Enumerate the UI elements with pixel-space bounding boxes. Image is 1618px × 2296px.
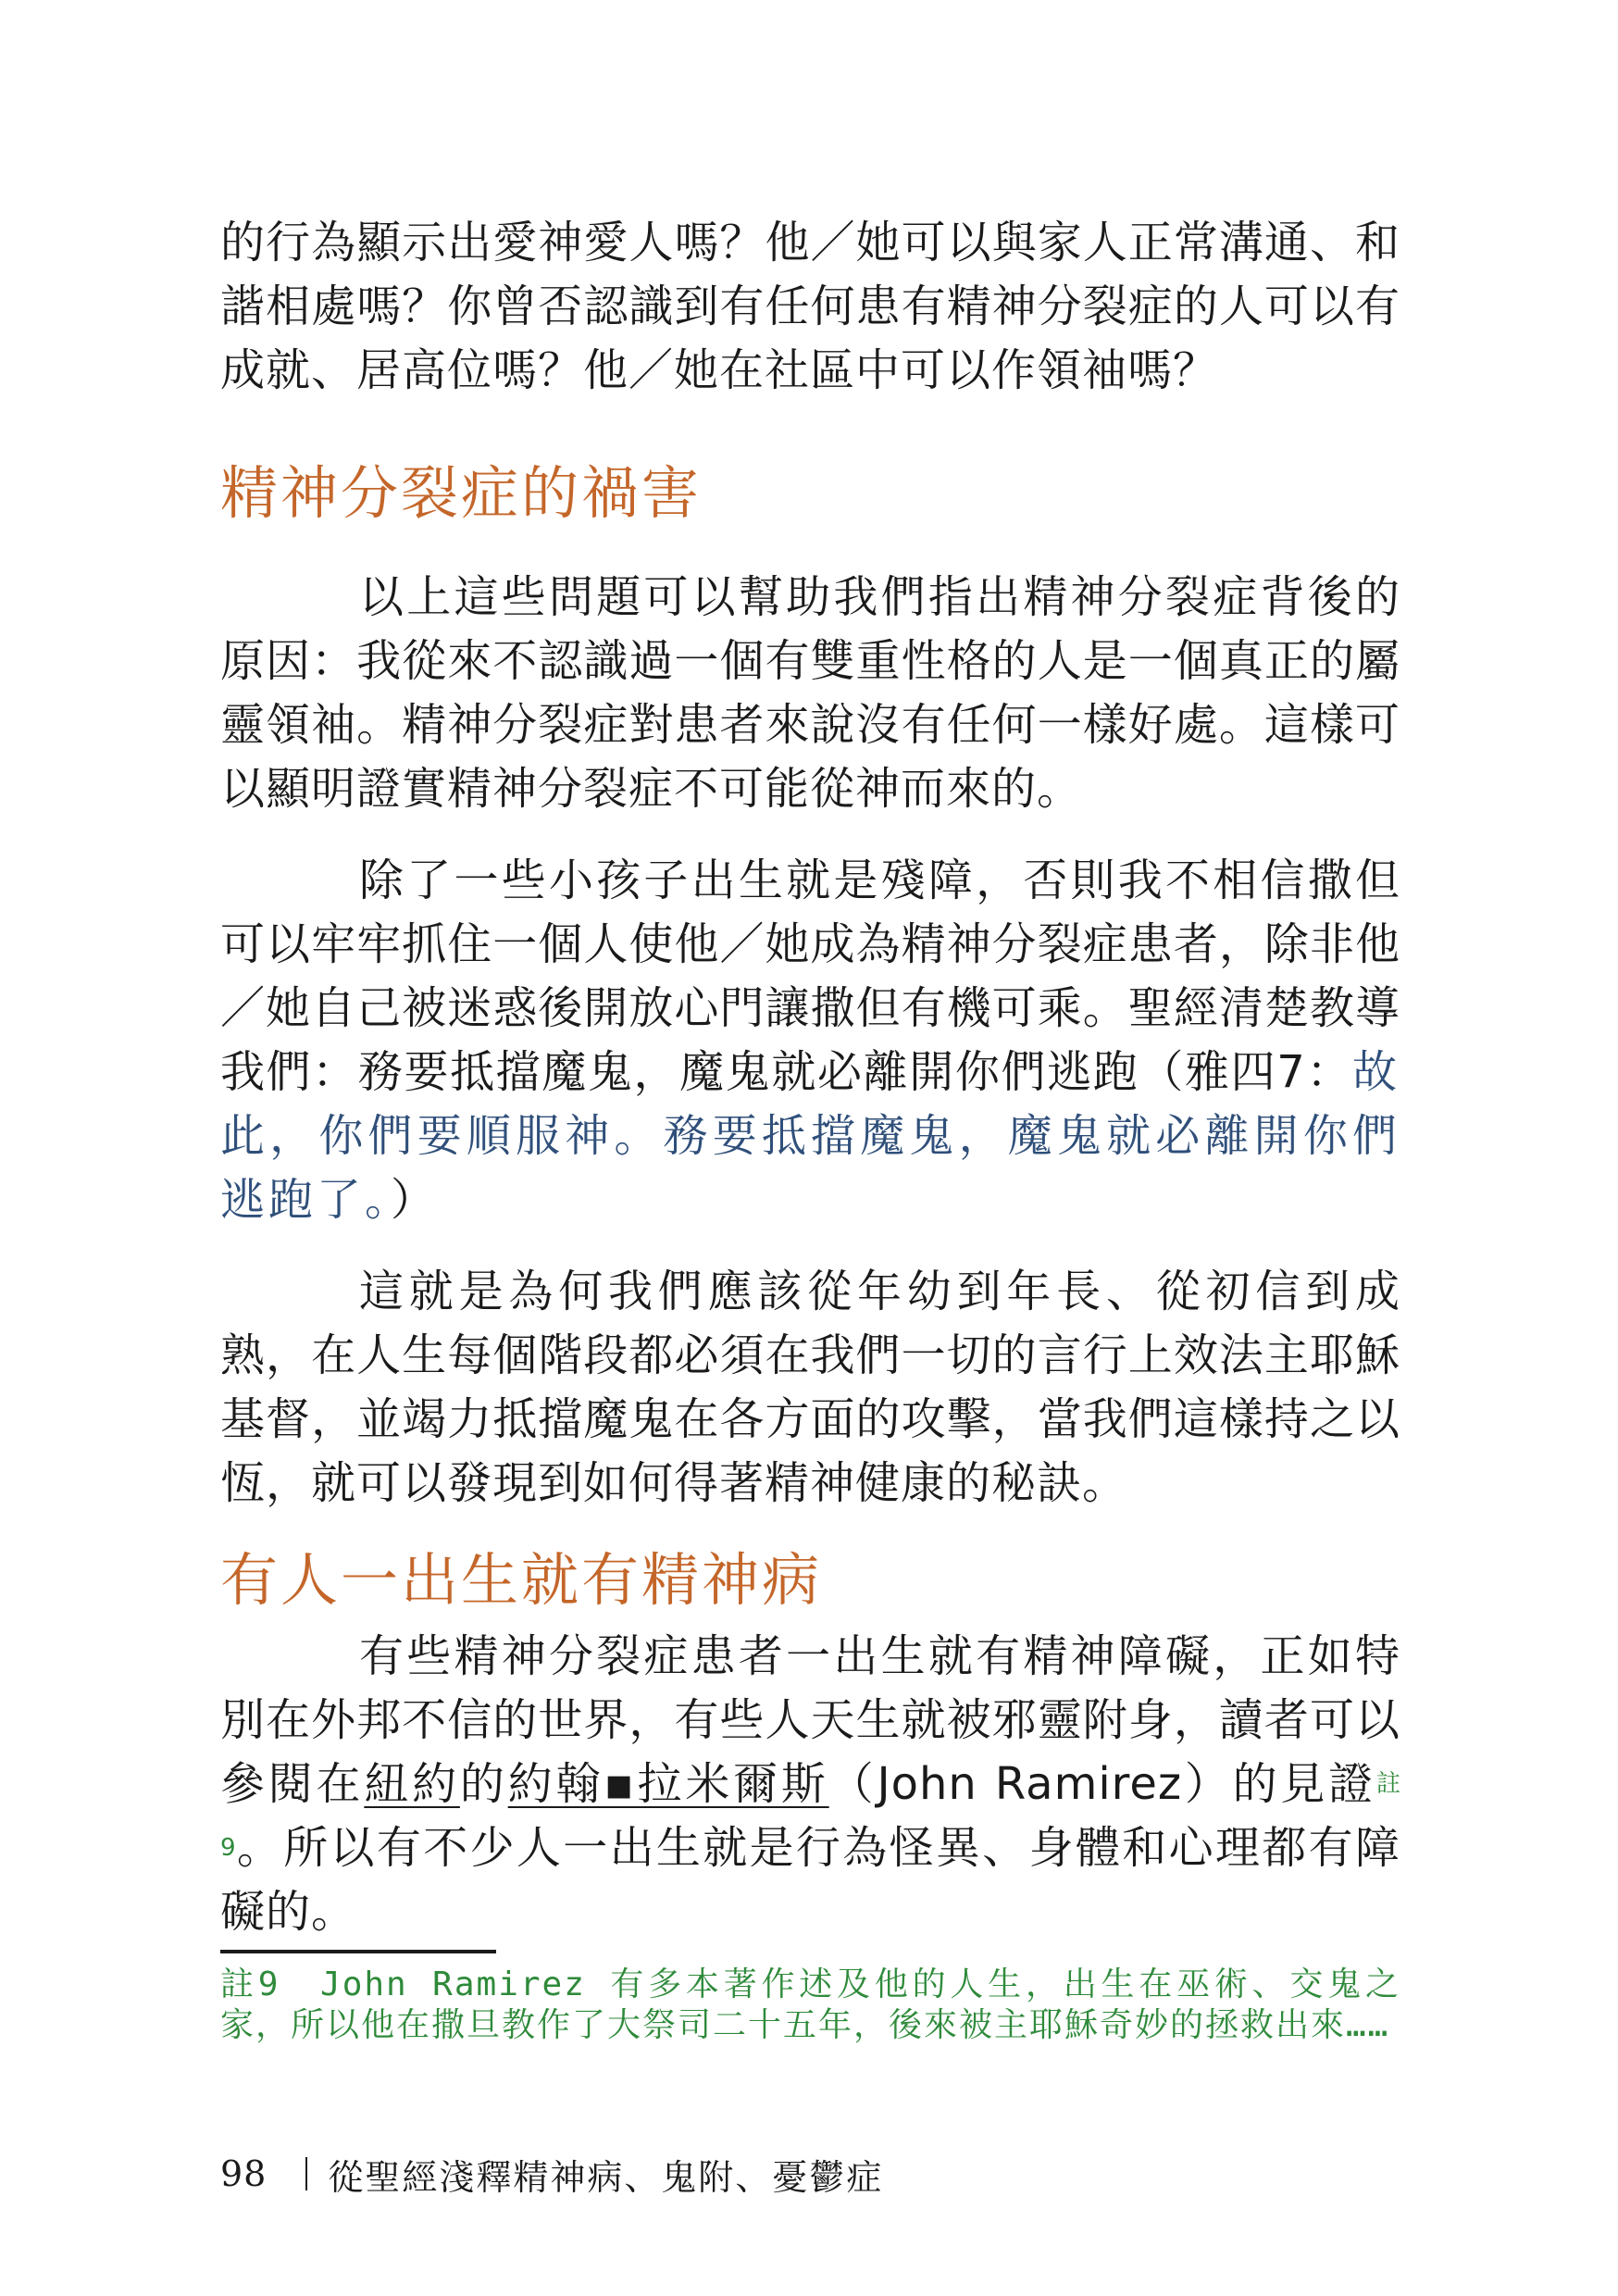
section2-paragraph-1-mid: 的 xyxy=(459,1758,508,1810)
person-link-john-ramirez[interactable]: 約翰▪拉米爾斯 xyxy=(507,1758,829,1810)
section1-paragraph-2-close: ） xyxy=(391,1174,437,1226)
place-link-new-york[interactable]: 紐約 xyxy=(364,1758,460,1810)
section1-paragraph-1: 以上這些問題可以幫助我們指出精神分裂症背後的原因：我從來不認識過一個有雙重性格的人是一個真正的屬靈領袖。精神分裂症對患者來說沒有任何一樣好處。這樣可以顯明證實精神分裂症不可能從神而來的。 xyxy=(220,571,1400,815)
section-heading-born-with-mental-illness: 有人一出生就有精神病 xyxy=(220,1546,823,1614)
section1-paragraph-2-lead: 除了一些小孩子出生就是殘障，否則我不相信撒但可以牢牢抓住一個人使他／她成為精神分裂症患者，除非他／她自己被迷惑後開放心門讓撒但有機可乘。聖經清楚教導我們：務要抵擋魔鬼，魔鬼就必離開你們逃跑（雅四7： xyxy=(220,855,1400,1098)
intro-paragraph: 的行為顯示出愛神愛人嗎？他／她可以與家人正常溝通、和諧相處嗎？你曾否認識到有任何患有精神分裂症的人可以有成就、居高位嗎？他／她在社區中可以作領袖嗎？ xyxy=(220,217,1400,396)
section2-paragraph-1-after: （John Ramirez）的見證 xyxy=(828,1758,1376,1810)
book-title: 從聖經淺釋精神病、鬼附、憂鬱症 xyxy=(328,2156,884,2198)
section1-paragraph-2 xyxy=(220,849,1400,1232)
page-body xyxy=(220,211,1400,1944)
section2-paragraph-1-lead: 有些精神分裂症患者一出生就有精神障礙，正如特別在外邦不信的世界，有些人天生就被邪靈附身，讀者可以參閱在 xyxy=(220,1630,1400,1810)
footnote-9: 註9 John Ramirez 有多本著作述及他的人生，出生在巫術、交鬼之家，所以他在撒旦教作了大祭司二十五年，後來被主耶穌奇妙的拯救出來…… xyxy=(220,1965,1400,2044)
footnote-divider xyxy=(220,1950,496,1953)
section2-paragraph-1-tail: 。所以有不少人一出生就是行為怪異、身體和心理都有障礙的。 xyxy=(220,1822,1400,1938)
section-heading-schizophrenia-harm: 精神分裂症的禍害 xyxy=(220,459,703,527)
footnote-reference[interactable]: 註9 xyxy=(220,1770,1400,1862)
footer-separator xyxy=(305,2157,307,2190)
section1-paragraph-3: 這就是為何我們應該從年幼到年長、從初信到成熟，在人生每個階段都必須在我們一切的言行上效法主耶穌基督，並竭力抵擋魔鬼在各方面的攻擊，當我們這樣持之以恆，就可以發現到如何得著精神健康的秘訣。 xyxy=(220,1266,1400,1509)
page-footer xyxy=(220,2146,1400,2202)
page-number: 98 xyxy=(220,2153,268,2194)
scripture-quote: 故此，你們要順服神。務要抵擋魔鬼，魔鬼就必離開你們逃跑了。 xyxy=(220,1046,1400,1226)
section2-paragraph-1 xyxy=(220,1625,1400,1944)
